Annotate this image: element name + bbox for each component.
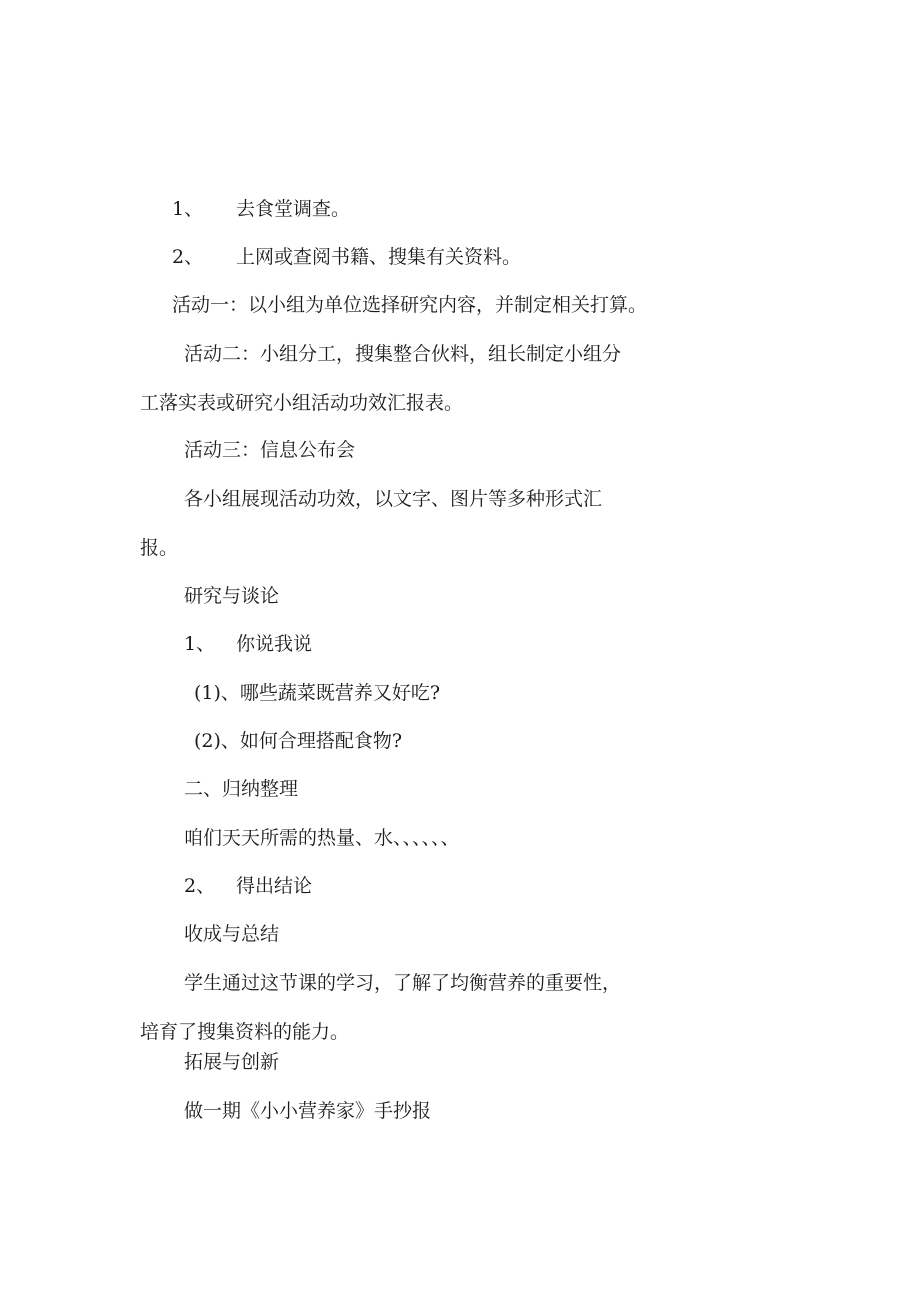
item-number: 1、 xyxy=(172,198,204,220)
sub-question: (1)、哪些蔬菜既营养又好吃? xyxy=(194,682,441,704)
activity-two-line-1: 活动二：小组分工，搜集整合伙料，组长制定小组分 xyxy=(184,343,622,365)
section-heading: 二、归纳整理 xyxy=(184,778,299,800)
section-heading: 拓展与创新 xyxy=(184,1051,280,1073)
item-number: 2、 xyxy=(172,246,204,268)
section-heading: 研究与谈论 xyxy=(184,585,280,607)
paragraph-line: 咱们天天所需的热量、水、、、、、、 xyxy=(184,827,460,849)
paragraph-line: 报。 xyxy=(140,537,179,559)
numbered-item-1 xyxy=(172,196,350,222)
item-text: 你说我说 xyxy=(236,633,313,655)
paragraph-line: 各小组展现活动功效，以文字、图片等多种形式汇 xyxy=(184,488,603,510)
numbered-item-1 xyxy=(184,631,312,657)
numbered-item-2 xyxy=(184,873,312,899)
paragraph-line: 学生通过这节课的学习，了解了均衡营养的重要性， xyxy=(184,972,622,994)
numbered-item-2 xyxy=(172,244,521,270)
item-number: 2、 xyxy=(184,875,216,897)
item-text: 上网或查阅书籍、搜集有关资料。 xyxy=(236,246,522,268)
item-number: 1、 xyxy=(184,633,216,655)
sub-question: (2)、如何合理搭配食物? xyxy=(194,730,403,752)
item-text: 去食堂调查。 xyxy=(236,198,351,220)
activity-one: 活动一：以小组为单位选择研究内容，并制定相关打算。 xyxy=(172,294,648,316)
paragraph-line: 培育了搜集资料的能力。 xyxy=(140,1021,350,1043)
activity-three: 活动三：信息公布会 xyxy=(184,439,356,461)
item-text: 得出结论 xyxy=(236,875,313,897)
activity-two-line-2: 工落实表或研究小组活动功效汇报表。 xyxy=(140,392,464,414)
section-heading: 收成与总结 xyxy=(184,923,280,945)
paragraph-line: 做一期《小小营养家》手抄报 xyxy=(184,1100,432,1122)
